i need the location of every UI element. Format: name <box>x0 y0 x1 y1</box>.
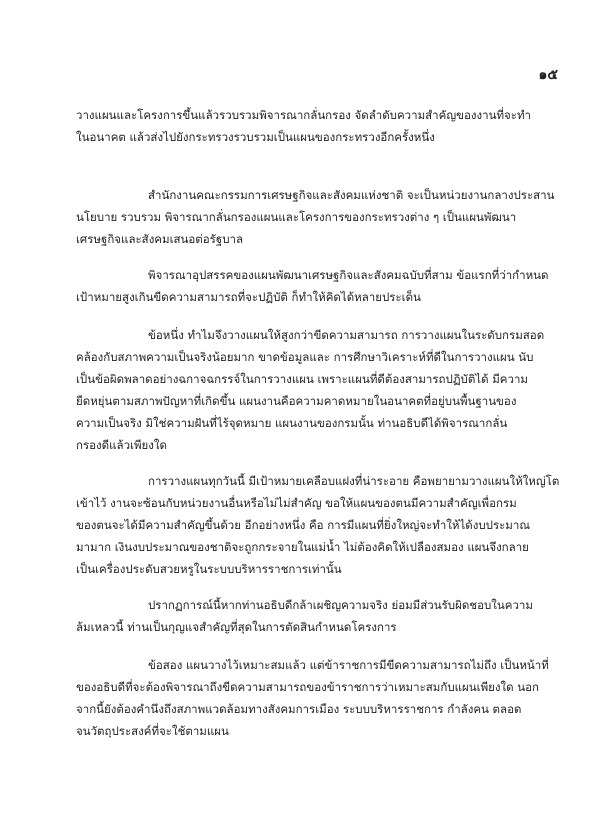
text-line: ของอธิบดีที่จะต้องพิจารณาถึงขีดความสามารถของข้าราชการว่าเหมาะสมกับแผนเพียงใด นอก <box>76 680 539 694</box>
text-line: จนวัตถุประสงค์ที่จะใช้ตามแผน <box>76 724 229 738</box>
text-line: เข้าไว้ งานจะซ้อนกับหน่วยงานอื่นหรือไม่ไม่สำคัญ ขอให้แผนของตนมีความสำคัญเพื่อกรม <box>76 496 517 510</box>
text-line: คล้องกับสภาพความเป็นจริงน้อยมาก ขาดข้อมูลและ การศึกษาวิเคราะห์ที่ดีในการวางแผน นับ <box>76 350 534 364</box>
text-line: สำนักงานคณะกรรมการเศรษฐกิจและสังคมแห่งชาติ จะเป็นหน่วยงานกลางประสาน <box>148 188 555 202</box>
text-line: เป็นเครื่องประดับสวยหรูในระบบบริหารราชการเท่านั้น <box>76 562 342 576</box>
text-line: ข้อหนึ่ง ทำไมจึงวางแผนให้สูงกว่าขีดความสามารถ การวางแผนในระดับกรมสอด <box>148 328 545 342</box>
text-line: การวางแผนทุกวันนี้ มีเป้าหมายเคลือบแฝงที่น่าระอาย คือพยายามวางแผนให้ใหญ่โต <box>148 474 560 488</box>
text-line: ความเป็นจริง มิใช่ความฝันที่ไร้จุดหมาย แผนงานของกรมนั้น ท่านอธิบดีได้พิจารณากลั่น <box>76 416 508 430</box>
text-line: ปรากฏการณ์นี้หากท่านอธิบดีกล้าเผชิญความจริง ย่อมมีส่วนรับผิดชอบในความ <box>148 598 533 612</box>
text-line: เศรษฐกิจและสังคมเสนอต่อรัฐบาล <box>76 232 243 246</box>
text-line: กรองดีแล้วเพียงใด <box>76 438 167 452</box>
text-line: มามาก เงินงบประมาณของชาติจะถูกกระจายในแม่น้ำ ไม่ต้องคิดให้เปลืองสมอง แผนจึงกลาย <box>76 540 529 554</box>
text-line: เป้าหมายสูงเกินขีดความสามารถที่จะปฏิบัติ ก็ทำให้คิดได้หลายประเด็น <box>76 290 421 304</box>
text-line: พิจารณาอุปสรรคของแผนพัฒนาเศรษฐกิจและสังคมฉบับที่สาม ข้อแรกที่ว่ากำหนด <box>148 268 549 282</box>
text-line: จากนี้ยังต้องคำนึงถึงสภาพแวดล้อมทางสังคมการเมือง ระบบบริหารราชการ กำลังคน ตลอด <box>76 702 522 716</box>
text-line: เป็นข้อผิดพลาดอย่างฉกาจฉกรรจ์ในการวางแผน เพราะแผนที่ดีต้องสามารถปฏิบัติได้ มีความ <box>76 372 528 386</box>
text-line: ของตนจะได้มีความสำคัญขึ้นด้วย อีกอย่างหนึ่ง คือ การมีแผนที่ยิ่งใหญ่จะทำให้ได้งบประมาณ <box>76 518 531 532</box>
text-line: วางแผนและโครงการขึ้นแล้วรวบรวมพิจารณากลั่นกรอง จัดลำดับความสำคัญของงานที่จะทำ <box>76 108 531 122</box>
text-line: ในอนาคต แล้วส่งไปยังกระทรวงรวบรวมเป็นแผนของกระทรวงอีกครั้งหนึ่ง <box>76 130 435 144</box>
page-number: ๑๕ <box>538 67 558 83</box>
text-line: ยืดหยุ่นตามสภาพปัญหาที่เกิดขึ้น แผนงานคือความคาดหมายในอนาคตที่อยู่บนพื้นฐานของ <box>76 394 517 408</box>
text-line: นโยบาย รวบรวม พิจารณากลั่นกรองแผนและโครงการของกระทรวงต่าง ๆ เป็นแผนพัฒนา <box>76 210 517 224</box>
text-line: ล้มเหลวนี้ ท่านเป็นกุญแจสำคัญที่สุดในการตัดสินกำหนดโครงการ <box>76 620 397 634</box>
text-line: ข้อสอง แผนวางไว้เหมาะสมแล้ว แต่ข้าราชการมีขีดความสามารถไม่ถึง เป็นหน้าที่ <box>148 658 549 672</box>
